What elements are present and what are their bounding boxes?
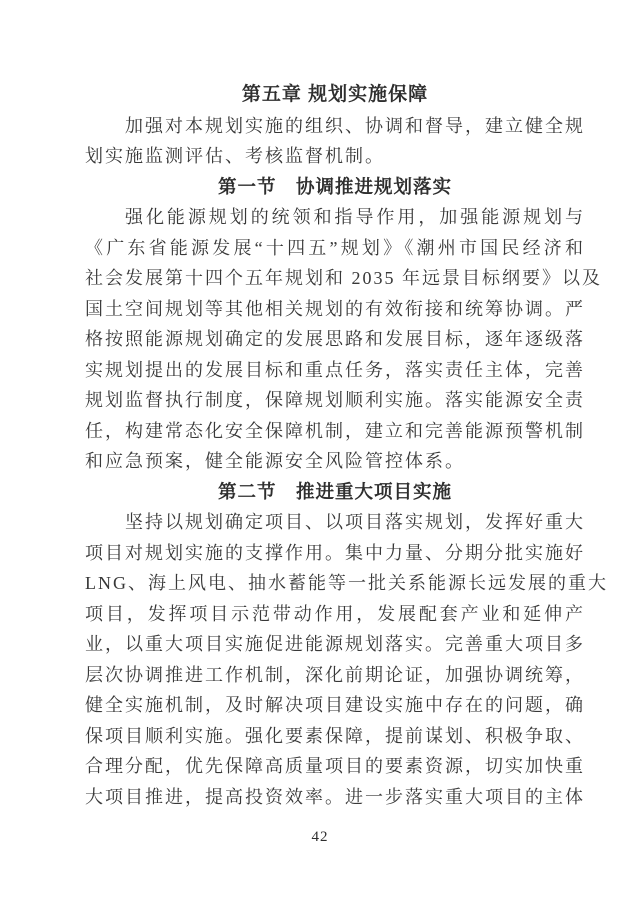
body-text-line: 强化能源规划的统领和指导作用，加强能源规划与 <box>125 207 585 227</box>
body-text-line: 划实施监测评估、考核监督机制。 <box>85 146 385 166</box>
chapter-heading: 第五章 规划实施保障 <box>241 84 429 105</box>
section-heading: 第二节 推进重大项目实施 <box>217 480 452 502</box>
body-text-line: 任，构建常态化安全保障机制，建立和完善能源预警机制 <box>85 420 585 441</box>
document-content <box>85 80 608 812</box>
body-text-line: 和应急预案，健全能源安全风险管控体系。 <box>85 451 465 471</box>
body-text-line: 健全实施机制，及时解决项目建设实施中存在的问题，确 <box>85 695 585 715</box>
body-text-line: 格按照能源规划确定的发展思路和发展目标，逐年逐级落 <box>85 329 585 349</box>
body-text-line: 项目，发挥项目示范带动作用，发展配套产业和延伸产 <box>85 603 585 624</box>
body-text-line: 大项目推进，提高投资效率。进一步落实重大项目的主体 <box>85 786 585 807</box>
section-heading: 第一节 协调推进规划落实 <box>217 175 452 197</box>
body-text-line: 《广东省能源发展“十四五”规划》《潮州市国民经济和 <box>85 237 585 258</box>
body-text-line: 业，以重大项目实施促进能源规划落实。完善重大项目多 <box>85 634 585 654</box>
body-text-line: 国土空间规划等其他相关规划的有效衔接和统筹协调。严 <box>85 298 585 319</box>
body-text-line: 层次协调推进工作机制，深化前期论证，加强协调统筹， <box>85 664 585 685</box>
body-text-line: 实规划提出的发展目标和重点任务，落实责任主体，完善 <box>85 359 585 380</box>
body-text-line: 保项目顺利实施。强化要素保障，提前谋划、积极争取、 <box>85 725 585 746</box>
body-text-line: 合理分配，优先保障高质量项目的要素资源，切实加快重 <box>85 756 585 776</box>
page-number: 42 <box>311 829 329 845</box>
body-text-line: LNG、海上风电、抽水蓄能等一批关系能源长远发展的重大 <box>85 573 608 593</box>
body-text-line: 社会发展第十四个五年规划和 2035 年远景目标纲要》以及 <box>85 268 602 288</box>
body-text-line: 规划监督执行制度，保障规划顺利实施。落实能源安全责 <box>85 390 585 410</box>
body-text-line: 加强对本规划实施的组织、协调和督导，建立健全规 <box>125 115 585 136</box>
body-text-line: 项目对规划实施的支撑作用。集中力量、分期分批实施好 <box>85 542 585 563</box>
body-text-line: 坚持以规划确定项目、以项目落实规划，发挥好重大 <box>125 512 585 532</box>
